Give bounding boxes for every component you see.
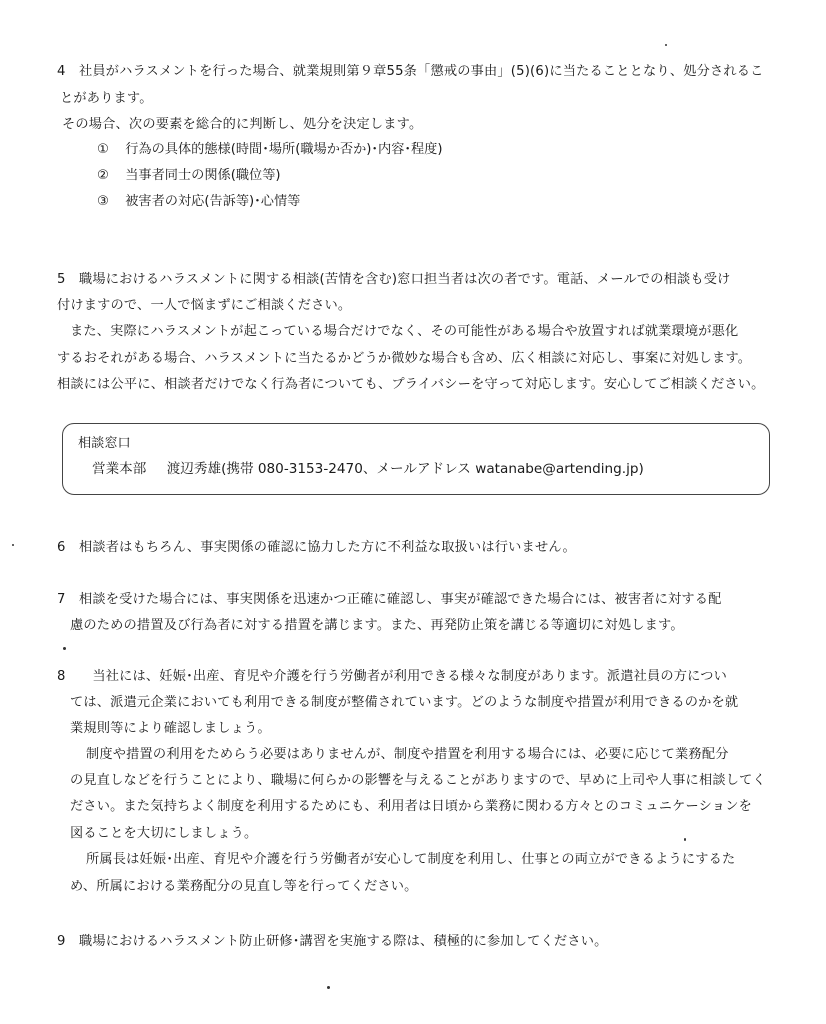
section-5-line-4: するおそれがある場合、ハラスメントに当たるかどうか微妙な場合も含め、広く相談に対応し、事案に対処します。 xyxy=(57,351,752,366)
criteria-item xyxy=(97,190,300,209)
criteria-number: ③ xyxy=(97,194,109,209)
section-8-line-1: 8 当社には、妊娠･出産、育児や介護を行う労働者が利用できる様々な制度があります。派遣社員の方につい xyxy=(57,669,728,684)
scan-speck xyxy=(327,986,330,989)
section-7-line-2: 慮のための措置及び行為者に対する措置を講じます。また、再発防止策を講じる等適切に対処します。 xyxy=(70,618,684,633)
section-4-line-3: その場合、次の要素を総合的に判断し、処分を決定します。 xyxy=(62,117,423,132)
section-8-line-6: ださい。また気持ちよく制度を利用するためにも、利用者は日頃から業務に関わる方々とのコミュニケーションを xyxy=(70,799,752,814)
criteria-text: 当事者同士の関係(職位等) xyxy=(125,168,281,183)
section-8-line-3: 業規則等により確認しましょう。 xyxy=(70,721,271,736)
consultation-box-title: 相談窓口 xyxy=(78,436,131,451)
scan-speck xyxy=(665,44,667,46)
section-8-line-4: 制度や措置の利用をためらう必要はありませんが、制度や措置を利用する場合には、必要に応じて業務配分 xyxy=(86,747,729,762)
criteria-item xyxy=(97,164,281,183)
criteria-item xyxy=(97,138,443,157)
criteria-number: ① xyxy=(97,142,109,157)
consultation-department: 営業本部 xyxy=(92,461,147,477)
criteria-number: ② xyxy=(97,168,109,183)
section-5-line-1: 5 職場におけるハラスメントに関する相談(苦情を含む)窓口担当者は次の者です。電話、メールでの相談も受け xyxy=(57,272,731,287)
criteria-text: 行為の具体的態様(時間･場所(職場か否か)･内容･程度) xyxy=(125,142,443,157)
section-8-line-2: ては、派遣元企業においても利用できる制度が整備されています。どのような制度や措置が利用できるのかを就 xyxy=(70,695,739,710)
section-4-line-2: とがあります。 xyxy=(60,91,153,106)
section-4-line-1: 4 社員がハラスメントを行った場合、就業規則第９章55条「懲戒の事由」(5)(6)に当たることとなり、処分されるこ xyxy=(57,64,764,79)
section-6-line-1: 6 相談者はもちろん、事実関係の確認に協力した方に不利益な取扱いは行いません。 xyxy=(57,540,576,555)
section-5-line-5: 相談には公平に、相談者だけでなく行為者についても、プライバシーを守って対応します。安心してご相談ください。 xyxy=(57,377,765,392)
section-8-line-9: め、所属における業務配分の見直し等を行ってください。 xyxy=(70,879,418,894)
consultation-contact: 渡辺秀雄(携帯 080-3153-2470、メールアドレス watanabe@artending.jp) xyxy=(166,461,644,477)
consultation-contact-row xyxy=(92,457,644,477)
scan-speck xyxy=(684,838,686,841)
criteria-text: 被害者の対応(告訴等)･心情等 xyxy=(125,194,301,209)
section-8-line-8: 所属長は妊娠･出産、育児や介護を行う労働者が安心して制度を利用し、仕事との両立ができるようにするた xyxy=(86,852,736,867)
section-9-line-1: 9 職場におけるハラスメント防止研修･講習を実施する際は、積極的に参加してください。 xyxy=(57,934,608,949)
scan-speck xyxy=(63,647,66,650)
section-5-line-3: また、実際にハラスメントが起こっている場合だけでなく、その可能性がある場合や放置すれば就業環境が悪化 xyxy=(70,324,739,339)
section-7-line-1: 7 相談を受けた場合には、事実関係を迅速かつ正確に確認し、事実が確認できた場合には、被害者に対する配 xyxy=(57,592,722,607)
scan-speck xyxy=(12,544,14,546)
section-8-line-5: の見直しなどを行うことにより、職場に何らかの影響を与えることがありますので、早めに上司や人事に相談してく xyxy=(70,773,766,788)
section-8-line-7: 図ることを大切にしましょう。 xyxy=(70,826,258,841)
section-5-line-2: 付けますので、一人で悩まずにご相談ください。 xyxy=(57,298,352,313)
